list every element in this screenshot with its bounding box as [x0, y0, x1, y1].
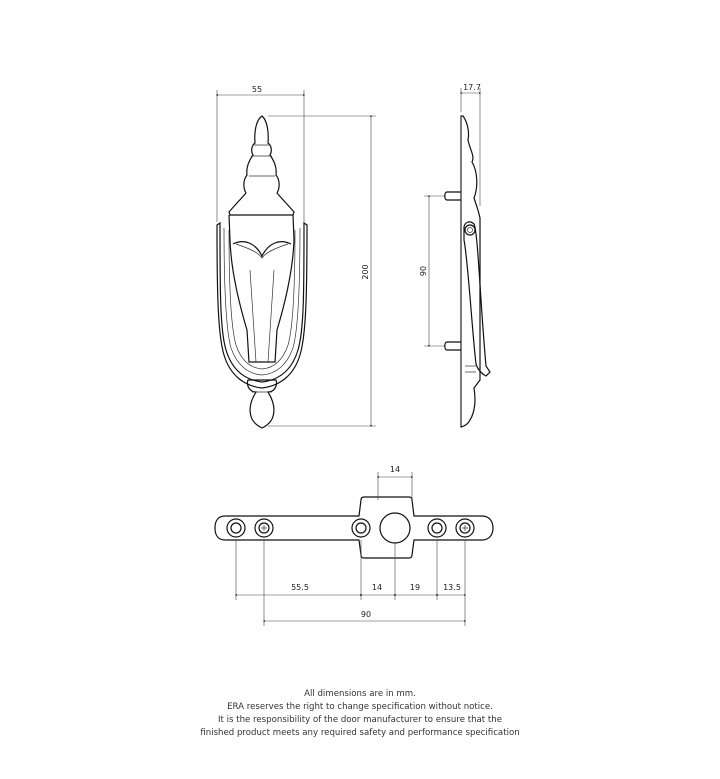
front-dimensions [217, 85, 376, 426]
note-line: It is the responsibility of the door manufacturer to ensure that the [217, 715, 503, 725]
front-width-label: 55 [251, 85, 263, 94]
side-fixing-centres-label: 90 [419, 265, 428, 277]
front-height-label: 200 [361, 264, 370, 280]
plate-fixing-centres-label: 90 [360, 610, 372, 619]
side-dimensions [419, 83, 481, 346]
plate-offset-a-label: 14 [371, 583, 383, 592]
note-line: ERA reserves the right to change specification without notice. [227, 702, 493, 712]
note-line: All dimensions are in mm. [304, 689, 416, 699]
note-line: finished product meets any required safety and performance specification [200, 728, 520, 738]
side-depth-label: 17.7 [463, 83, 481, 92]
plate-offset-left-label: 55.5 [291, 583, 309, 592]
plate-centre-width-label: 14 [389, 465, 401, 474]
back-plate-dimensions [236, 465, 465, 626]
front-view [217, 116, 307, 428]
side-view [445, 116, 490, 427]
plate-offset-right-label: 13.5 [443, 583, 461, 592]
notes-block [0, 688, 720, 740]
back-plate-view [215, 497, 493, 558]
plate-offset-b-label: 19 [409, 583, 421, 592]
